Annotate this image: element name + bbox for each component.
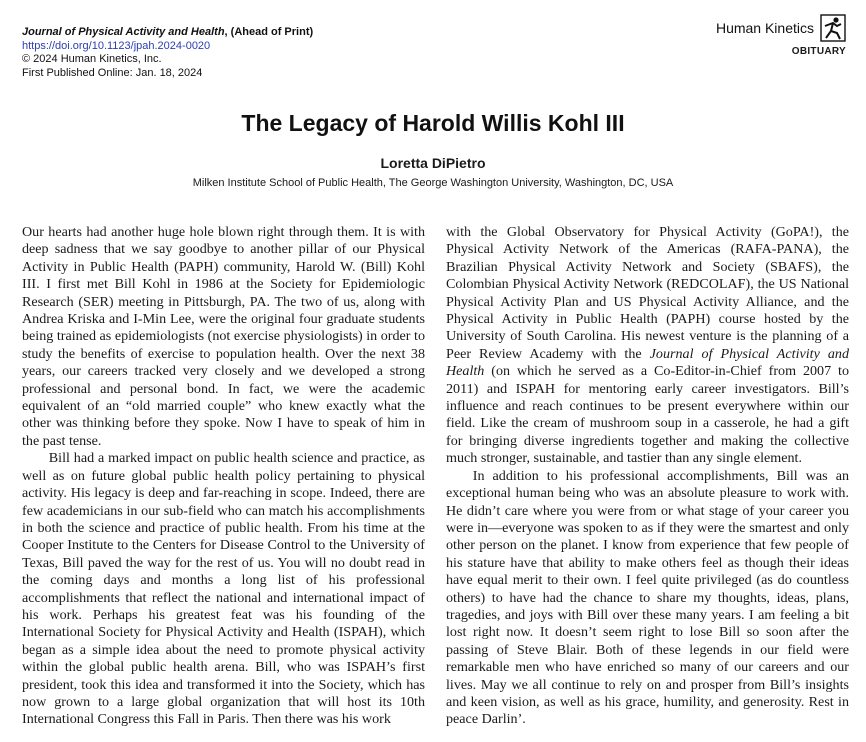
- journal-reference: Journal of Physical Activity and Health: [446, 345, 849, 380]
- paragraph: [446, 224, 849, 468]
- author-affiliation: Milken Institute School of Public Health, The George Washington University, Washington, DC, USA: [192, 177, 674, 189]
- publisher-name: Human Kinetics: [715, 20, 814, 36]
- paragraph-text: (on which he served as a Co-Editor-in-Chief from 2007 to 2011) and ISPAH for mentoring early career investigators. Bill’s influence and reach continues to be present everywhere within our field. Like the cream of mushroom soup in a casserole, he had a gift for bringing diverse ingredients together and making the collective much stronger, sustainable, and tastier than any single element.: [446, 363, 849, 467]
- journal-name: Journal of Physical Activity and Health: [22, 26, 225, 38]
- paragraph-text: with the Global Observatory for Physical Activity (GoPA!), the Physical Activity Network of the Americas (RAFA-PANA), the Brazilian Physical Activity Network and Society (SBAFS), the Colombian Physical Activity Network (REDCOLAF), the US National Physical Activity Plan and US Physical Activity Alliance, and the Physical Activity in Public Health (PAPH) course hosted by the University of South Carolina. His newest venture is the planning of a Peer Review Academy with the: [446, 224, 849, 362]
- doi-link[interactable]: https://doi.org/10.1123/jpah.2024-0020: [22, 39, 211, 52]
- body-column-right: [446, 224, 849, 729]
- article-type-label: OBITUARY: [791, 46, 846, 57]
- publisher-brand: [716, 14, 846, 57]
- journal-status: , (Ahead of Print): [224, 26, 314, 38]
- human-kinetics-logo-icon: [820, 14, 846, 42]
- paragraph: Bill had a marked impact on public health science and practice, as well as on future global public health policy pertaining to physical activity. His legacy is deep and far-reaching in scope. Indeed, there are few academicians in our sub-field who can match his accomplishments in both the science and practice of public health. From his time at the Cooper Institute to the Centers for Disease Control to the University of Texas, Bill paved the way for the rest of us. You will no doubt read in the coming days and months a long list of his professional accomplishments that reflect the national and international impact of his work. Perhaps his greatest feat was his founding of the International Society for Physical Activity and Health (ISPAH), which began as a simple idea about the need to promote physical activity within the global public health arena. Bill, who was ISPAH’s first president, took this idea and transformed it into the Society, which has now grown to a large global organization that will host its 10th International Congress this Fall in Paris. Then there was his work: [22, 450, 425, 728]
- body-column-left: [22, 224, 425, 729]
- article-title: The Legacy of Harold Willis Kohl III: [241, 110, 625, 136]
- paragraph: In addition to his professional accomplishments, Bill was an exceptional human being who was an absolute pleasure to work with. He didn’t care where you were from or what stage of your career you were in—everyone was spoken to as if they were the smartest and only other person on the planet. I know from experience that few people of his stature have that ability to make others feel as though their ideas have equal merit to their own. I feel quite privileged (as do countless others) to have had the chance to share my thoughts, ideas, plans, tragedies, and joys with Bill over these many years. I am feeling a bit lost right now. It doesn’t seem right to lose Bill so soon after the passing of Steve Blair. Both of these legends in our field were remarkable men who have enriched so many of our careers and our lives. May we all continue to rely on and prosper from Bill’s insights and keen vision, as well as his grace, humility, and generosity. Rest in peace Darlin’.: [446, 467, 849, 728]
- author-name: Loretta DiPietro: [380, 155, 486, 171]
- paragraph: Our hearts had another huge hole blown right through them. It is with deep sadness that we say goodbye to another pillar of our Physical Activity in Public Health (PAPH) community, Harold W. (Bill) Kohl III. I first met Bill Kohl in 1986 at the Society for Epidemiologic Research (SER) meeting in Pittsburgh, PA. The two of us, along with Andrea Kriska and I-Min Lee, were the original four graduate students being trained as epidemiologists (not exercise physiologists) in order to study the benefits of exercise to population health. Over the next 38 years, our careers tracked very closely and we developed a strong professional and personal bond. In fact, we were the academic equivalent of an “old married couple” who knew exactly what the other was thinking before they spoke. Now I have to speak of him in the past tense.: [22, 224, 425, 449]
- publication-date: First Published Online: Jan. 18, 2024: [22, 66, 203, 79]
- copyright-line: © 2024 Human Kinetics, Inc.: [22, 53, 162, 65]
- journal-citation: [22, 26, 313, 40]
- citation-header: [22, 26, 313, 80]
